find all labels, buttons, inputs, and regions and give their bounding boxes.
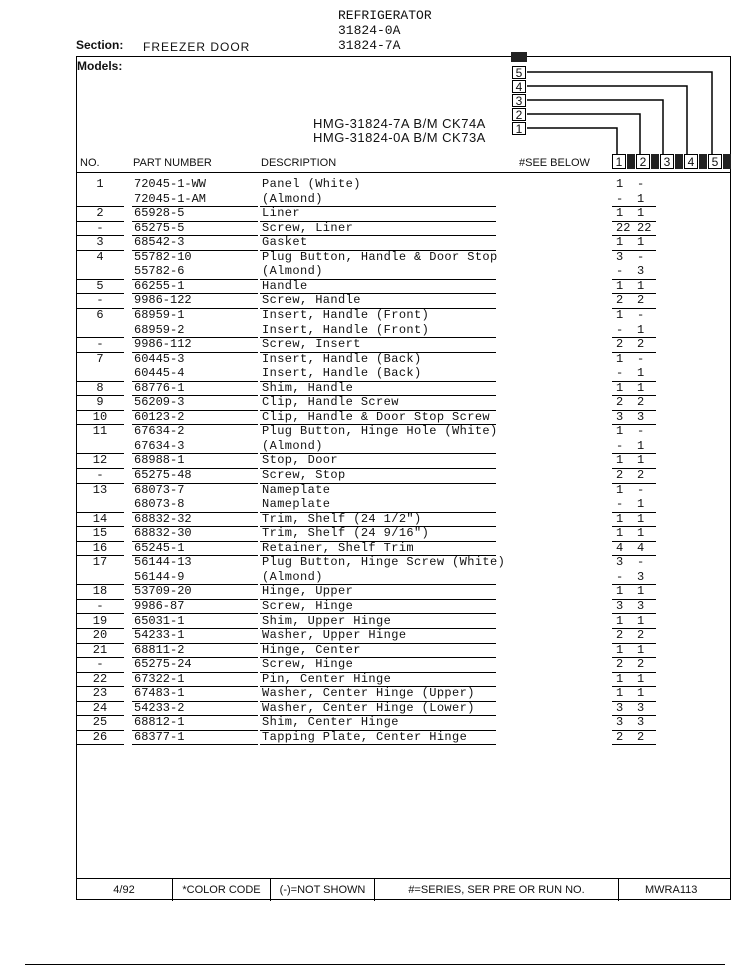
- quantity-series-2: 1: [637, 206, 645, 221]
- title-line: REFRIGERATOR: [338, 8, 432, 23]
- item-number: 8: [96, 380, 104, 395]
- part-number: 65275-24: [134, 657, 192, 672]
- quantity-series-1: 2: [616, 468, 624, 482]
- table-row: [76, 512, 730, 527]
- table-row: [76, 657, 730, 672]
- quantity-series-1: 3: [616, 249, 624, 264]
- part-number: 68832-30: [134, 526, 192, 541]
- part-description: Clip, Handle & Door Stop Screw: [262, 409, 491, 424]
- table-row: [76, 730, 730, 745]
- item-number: 4: [96, 249, 104, 264]
- table-row: [76, 381, 730, 396]
- column-header-see-below: #SEE BELOW: [519, 157, 590, 169]
- item-number: 24: [92, 700, 108, 715]
- quantity-series-2: 3: [637, 598, 645, 613]
- row-underline: [260, 744, 496, 745]
- part-number: 68988-1: [134, 453, 185, 468]
- part-number: 65275-48: [134, 468, 192, 482]
- column-divider: [723, 154, 731, 169]
- table-row: [76, 643, 730, 658]
- series-box-2: 2: [512, 108, 526, 121]
- part-number: 60445-4: [134, 366, 185, 381]
- quantity-series-2: 2: [637, 337, 645, 352]
- quantity-series-1: 2: [616, 293, 624, 308]
- quantity-series-2: 2: [637, 468, 645, 482]
- table-row: [76, 701, 730, 716]
- table-row: [76, 323, 730, 338]
- part-number: 60123-2: [134, 409, 185, 424]
- table-row: [76, 279, 730, 294]
- row-underline: [76, 744, 124, 745]
- column-box-5: 5: [708, 154, 722, 169]
- quantity-series-1: 1: [616, 613, 624, 628]
- footer-bar: [76, 878, 731, 901]
- part-number: 68811-2: [134, 642, 185, 657]
- quantity-series-1: -: [616, 366, 624, 381]
- title-line: 31824-0A: [338, 23, 401, 38]
- table-row: [76, 177, 730, 192]
- item-number: 25: [92, 715, 108, 730]
- row-underline: [612, 744, 656, 745]
- table-row: [76, 715, 730, 730]
- part-number: 54233-1: [134, 628, 185, 643]
- part-number: 65031-1: [134, 613, 185, 628]
- quantity-series-1: 1: [616, 686, 624, 701]
- table-row: [76, 614, 730, 629]
- item-number: -: [96, 220, 104, 235]
- part-description: (Almond): [262, 191, 323, 206]
- quantity-series-2: 22: [637, 220, 652, 235]
- part-number: 66255-1: [134, 278, 185, 293]
- quantity-series-2: -: [637, 555, 645, 570]
- item-number: -: [96, 657, 104, 672]
- part-description: Washer, Center Hinge (Lower): [262, 700, 475, 715]
- page-bottom-rule: [25, 964, 725, 965]
- item-number: 19: [92, 613, 108, 628]
- column-box-1: 1: [612, 154, 626, 169]
- quantity-series-2: 1: [637, 584, 645, 599]
- quantity-series-1: 1: [616, 482, 624, 497]
- part-description: Plug Button, Hinge Screw (White): [262, 555, 506, 570]
- item-number: 18: [92, 584, 108, 599]
- footer-doc-id: MWRA113: [618, 879, 731, 901]
- quantity-series-2: 1: [637, 380, 645, 395]
- part-description: Plug Button, Hinge Hole (White): [262, 424, 498, 439]
- item-number: 5: [96, 278, 104, 293]
- quantity-series-1: 1: [616, 671, 624, 686]
- quantity-series-2: 2: [637, 657, 645, 672]
- item-number: -: [96, 337, 104, 352]
- part-description: Insert, Handle (Front): [262, 307, 430, 322]
- quantity-series-1: 1: [616, 453, 624, 468]
- series-box-5: 5: [512, 66, 526, 79]
- part-description: Liner: [262, 206, 301, 221]
- table-row: [76, 584, 730, 599]
- part-number: 56144-13: [134, 555, 192, 570]
- column-box-2: 2: [636, 154, 650, 169]
- series-box-4: 4: [512, 80, 526, 93]
- section-value: FREEZER DOOR: [143, 40, 251, 54]
- table-row: [76, 221, 730, 236]
- part-number: 67483-1: [134, 686, 185, 701]
- quantity-series-1: 1: [616, 380, 624, 395]
- series-box-3: 3: [512, 94, 526, 107]
- quantity-series-2: 2: [637, 293, 645, 308]
- part-description: Pin, Center Hinge: [262, 671, 392, 686]
- table-row: [76, 352, 730, 367]
- column-divider: [651, 154, 659, 169]
- footer-color-code: *COLOR CODE: [172, 879, 270, 901]
- quantity-series-1: 2: [616, 729, 624, 744]
- part-number: 65275-5: [134, 220, 185, 235]
- quantity-series-1: 3: [616, 700, 624, 715]
- footer-not-shown: (-)=NOT SHOWN: [270, 879, 374, 901]
- table-row: [76, 206, 730, 221]
- quantity-series-2: 1: [637, 322, 645, 337]
- quantity-series-1: 1: [616, 351, 624, 366]
- row-underline: [132, 744, 258, 745]
- quantity-series-2: 3: [637, 569, 645, 584]
- part-description: Gasket: [262, 235, 308, 250]
- part-number: 9986-122: [134, 293, 192, 308]
- part-description: Retainer, Shelf Trim: [262, 540, 415, 555]
- part-description: Screw, Insert: [262, 337, 361, 352]
- item-number: 3: [96, 235, 104, 250]
- quantity-series-2: 1: [637, 438, 645, 453]
- part-description: Handle: [262, 278, 308, 293]
- quantity-series-1: 1: [616, 206, 624, 221]
- item-number: 7: [96, 351, 104, 366]
- part-description: Screw, Handle: [262, 293, 361, 308]
- part-number: 56144-9: [134, 569, 185, 584]
- part-description: Screw, Hinge: [262, 598, 354, 613]
- quantity-series-1: -: [616, 569, 624, 584]
- column-divider: [627, 154, 635, 169]
- quantity-series-1: 1: [616, 642, 624, 657]
- quantity-series-2: 1: [637, 671, 645, 686]
- item-number: 10: [92, 409, 108, 424]
- quantity-series-2: -: [637, 424, 645, 439]
- part-description: Insert, Handle (Front): [262, 322, 430, 337]
- part-description: Washer, Upper Hinge: [262, 628, 407, 643]
- column-box-4: 4: [684, 154, 698, 169]
- quantity-series-1: -: [616, 438, 624, 453]
- model-line: HMG-31824-7A B/M CK74A: [313, 116, 486, 131]
- quantity-series-1: 3: [616, 555, 624, 570]
- column-header-part-number: PART NUMBER: [133, 157, 212, 169]
- part-number: 68073-8: [134, 497, 185, 512]
- item-number: 17: [92, 555, 108, 570]
- part-number: 67634-2: [134, 424, 185, 439]
- quantity-series-1: 2: [616, 657, 624, 672]
- item-number: 11: [92, 424, 108, 439]
- part-description: Nameplate: [262, 497, 331, 512]
- table-row: [76, 497, 730, 512]
- table-row: [76, 410, 730, 425]
- part-number: 65928-5: [134, 206, 185, 221]
- part-number: 53709-20: [134, 584, 192, 599]
- part-description: (Almond): [262, 438, 323, 453]
- part-number: 60445-3: [134, 351, 185, 366]
- quantity-series-1: 3: [616, 715, 624, 730]
- table-row: [76, 250, 730, 265]
- part-number: 56209-3: [134, 395, 185, 410]
- quantity-series-1: 2: [616, 395, 624, 410]
- quantity-series-1: 1: [616, 526, 624, 541]
- table-row: [76, 483, 730, 498]
- quantity-series-2: -: [637, 351, 645, 366]
- quantity-series-2: 1: [637, 278, 645, 293]
- quantity-series-1: 1: [616, 307, 624, 322]
- part-description: Screw, Liner: [262, 220, 354, 235]
- part-number: 68073-7: [134, 482, 185, 497]
- quantity-series-2: 1: [637, 453, 645, 468]
- part-description: Shim, Handle: [262, 380, 354, 395]
- series-box-1: 1: [512, 122, 526, 135]
- part-description: Stop, Door: [262, 453, 339, 468]
- table-row: [76, 526, 730, 541]
- part-number: 68959-2: [134, 322, 185, 337]
- table-row: [76, 453, 730, 468]
- table-row: [76, 599, 730, 614]
- quantity-series-1: 4: [616, 540, 624, 555]
- part-number: 72045-1-WW: [134, 177, 207, 191]
- model-line: HMG-31824-0A B/M CK73A: [313, 130, 486, 145]
- table-row: [76, 555, 730, 570]
- table-row: [76, 395, 730, 410]
- quantity-series-2: 2: [637, 729, 645, 744]
- quantity-series-2: 1: [637, 235, 645, 250]
- quantity-series-2: 3: [637, 700, 645, 715]
- part-description: Insert, Handle (Back): [262, 366, 422, 381]
- part-number: 68377-1: [134, 729, 185, 744]
- quantity-series-2: 1: [637, 613, 645, 628]
- item-number: 9: [96, 395, 104, 410]
- quantity-series-1: 1: [616, 278, 624, 293]
- part-description: Trim, Shelf (24 1/2"): [262, 511, 422, 526]
- item-number: 16: [92, 540, 108, 555]
- quantity-series-1: 2: [616, 337, 624, 352]
- item-number: 13: [92, 482, 108, 497]
- part-description: Washer, Center Hinge (Upper): [262, 686, 475, 701]
- part-number: 68832-32: [134, 511, 192, 526]
- header-divider: [76, 172, 731, 173]
- title-line: 31824-7A: [338, 38, 401, 53]
- part-number: 65245-1: [134, 540, 185, 555]
- section-label: Section:: [76, 38, 124, 52]
- quantity-series-2: 1: [637, 642, 645, 657]
- item-number: 15: [92, 526, 108, 541]
- table-row: [76, 439, 730, 454]
- item-number: 22: [92, 671, 108, 686]
- item-number: 26: [92, 729, 108, 744]
- table-row: [76, 570, 730, 585]
- part-number: 54233-2: [134, 700, 185, 715]
- part-number: 68776-1: [134, 380, 185, 395]
- part-description: Trim, Shelf (24 9/16"): [262, 526, 430, 541]
- part-description: Panel (White): [262, 177, 361, 191]
- column-header-no: NO.: [80, 157, 100, 169]
- part-number: 9986-87: [134, 598, 185, 613]
- part-number: 9986-112: [134, 337, 192, 352]
- part-description: Screw, Hinge: [262, 657, 354, 672]
- quantity-series-1: 2: [616, 628, 624, 643]
- part-description: Hinge, Upper: [262, 584, 354, 599]
- part-description: Screw, Stop: [262, 468, 346, 482]
- item-number: 1: [96, 177, 104, 191]
- quantity-series-2: 4: [637, 540, 645, 555]
- quantity-series-1: 1: [616, 584, 624, 599]
- column-box-3: 3: [660, 154, 674, 169]
- column-divider: [675, 154, 683, 169]
- part-number: 67634-3: [134, 438, 185, 453]
- part-description: Hinge, Center: [262, 642, 361, 657]
- quantity-series-1: -: [616, 497, 624, 512]
- quantity-series-1: -: [616, 322, 624, 337]
- part-number: 68812-1: [134, 715, 185, 730]
- part-description: Tapping Plate, Center Hinge: [262, 729, 468, 744]
- item-number: 21: [92, 642, 108, 657]
- table-row: [76, 672, 730, 687]
- part-number: 67322-1: [134, 671, 185, 686]
- table-row: [76, 468, 730, 483]
- quantity-series-1: 22: [616, 220, 631, 235]
- part-number: 68542-3: [134, 235, 185, 250]
- part-description: (Almond): [262, 569, 323, 584]
- item-number: 6: [96, 307, 104, 322]
- quantity-series-2: 1: [637, 497, 645, 512]
- quantity-series-1: 1: [616, 177, 624, 191]
- quantity-series-2: 2: [637, 628, 645, 643]
- quantity-series-2: 1: [637, 191, 645, 206]
- part-description: Shim, Upper Hinge: [262, 613, 392, 628]
- part-description: Plug Button, Handle & Door Stop: [262, 249, 498, 264]
- quantity-series-1: 3: [616, 598, 624, 613]
- table-row: [76, 192, 730, 207]
- quantity-series-2: -: [637, 177, 645, 191]
- part-description: Clip, Handle Screw: [262, 395, 399, 410]
- document-title: [338, 8, 432, 53]
- table-row: [76, 628, 730, 643]
- item-number: 20: [92, 628, 108, 643]
- footer-date: 4/92: [113, 884, 135, 896]
- table-row: [76, 366, 730, 381]
- quantity-series-2: -: [637, 482, 645, 497]
- part-description: Nameplate: [262, 482, 331, 497]
- quantity-series-2: 1: [637, 511, 645, 526]
- item-number: 23: [92, 686, 108, 701]
- part-description: Shim, Center Hinge: [262, 715, 399, 730]
- table-row: [76, 337, 730, 352]
- quantity-series-2: 1: [637, 686, 645, 701]
- item-number: 12: [92, 453, 108, 468]
- models-label: Models:: [77, 59, 123, 73]
- part-number: 68959-1: [134, 307, 185, 322]
- part-number: 55782-6: [134, 264, 185, 279]
- table-row: [76, 541, 730, 556]
- item-number: -: [96, 468, 104, 482]
- table-row: [76, 686, 730, 701]
- quantity-series-1: -: [616, 264, 624, 279]
- quantity-series-1: 1: [616, 235, 624, 250]
- quantity-series-1: 3: [616, 409, 624, 424]
- part-number: 55782-10: [134, 249, 192, 264]
- table-row: [76, 293, 730, 308]
- quantity-series-2: -: [637, 307, 645, 322]
- part-description: (Almond): [262, 264, 323, 279]
- quantity-series-1: 1: [616, 511, 624, 526]
- quantity-series-2: 3: [637, 409, 645, 424]
- part-number: 72045-1-AM: [134, 191, 207, 206]
- quantity-series-2: -: [637, 249, 645, 264]
- quantity-series-2: 3: [637, 715, 645, 730]
- item-number: 2: [96, 206, 104, 221]
- part-description: Insert, Handle (Back): [262, 351, 422, 366]
- footer-series-note: #=SERIES, SER PRE OR RUN NO.: [374, 879, 618, 901]
- quantity-series-2: 2: [637, 395, 645, 410]
- table-row: [76, 235, 730, 250]
- quantity-series-1: -: [616, 191, 624, 206]
- item-number: -: [96, 293, 104, 308]
- quantity-series-2: 1: [637, 526, 645, 541]
- table-row: [76, 308, 730, 323]
- table-row: [76, 424, 730, 439]
- table-row: [76, 264, 730, 279]
- quantity-series-2: 1: [637, 366, 645, 381]
- series-connector-diagram: [500, 50, 740, 165]
- column-divider: [699, 154, 707, 169]
- quantity-series-1: 1: [616, 424, 624, 439]
- item-number: 14: [92, 511, 108, 526]
- item-number: -: [96, 598, 104, 613]
- column-header-description: DESCRIPTION: [261, 157, 337, 169]
- quantity-series-2: 3: [637, 264, 645, 279]
